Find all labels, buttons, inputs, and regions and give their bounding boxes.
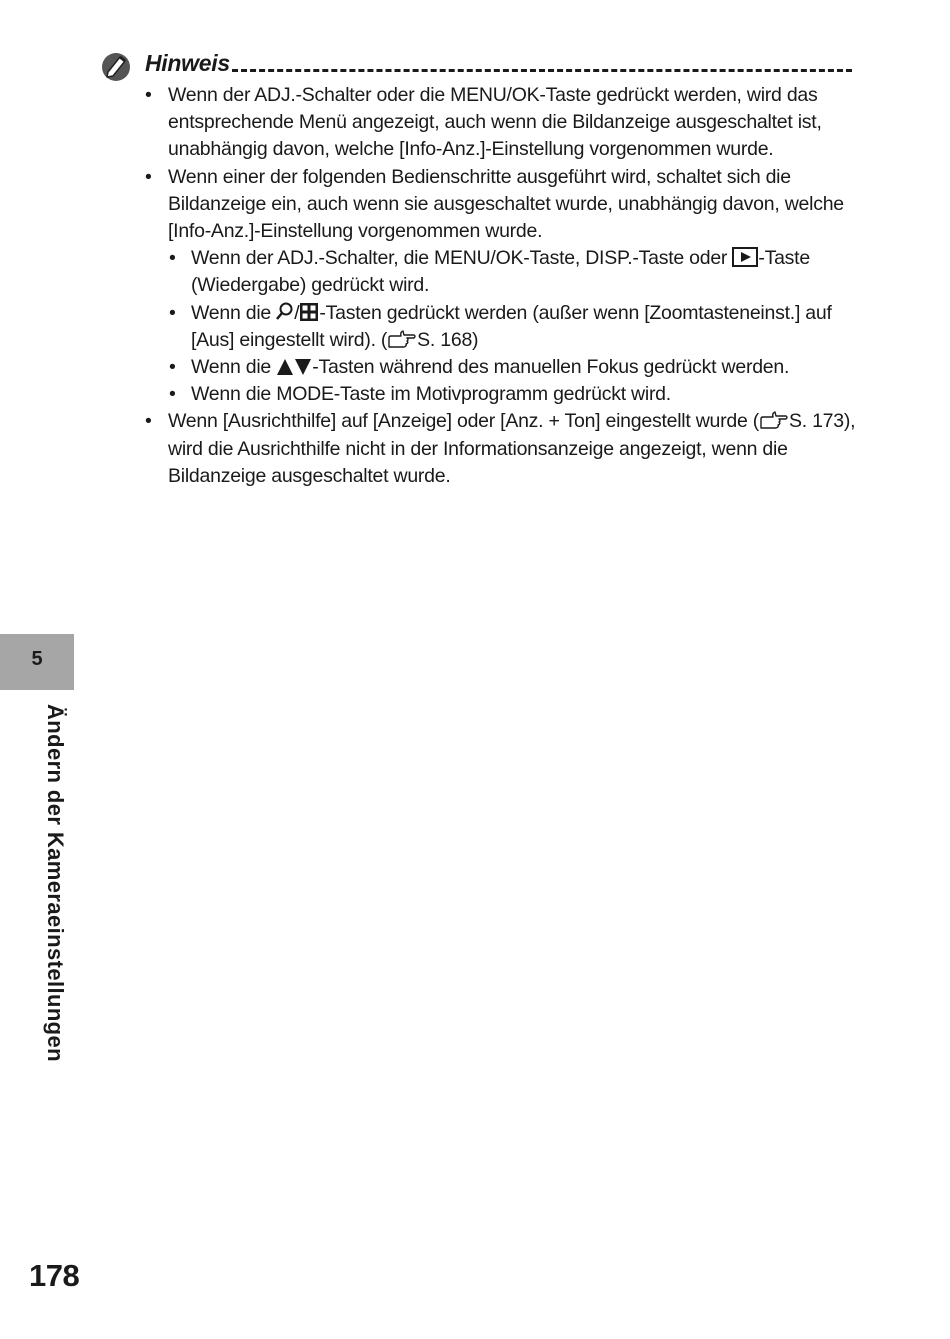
note-divider xyxy=(232,69,852,72)
list-item xyxy=(142,164,857,409)
page-number: 178 xyxy=(29,1258,80,1293)
list-item xyxy=(142,408,857,490)
chapter-title: Ändern der Kameraeinstellungen xyxy=(43,704,68,1062)
sub-list-item xyxy=(168,381,857,408)
sub-item-text: Wenn die xyxy=(191,356,277,379)
note-list xyxy=(142,82,857,490)
note-title: Hinweis xyxy=(145,50,230,76)
list-item-text: S. 173), wird die Ausrichthilfe nicht in der Informationsanzeige angezeigt, wenn die Bildanzeige ausgeschaltet wurde. xyxy=(168,410,856,487)
sub-item-text: Wenn die MODE-Taste im Motivprogramm gedrückt wird. xyxy=(191,383,671,406)
thumbnail-grid-icon xyxy=(299,302,319,322)
chapter-number: 5 xyxy=(31,648,43,670)
chapter-tab xyxy=(0,634,74,690)
note-pencil-icon xyxy=(100,50,132,82)
sub-list-item xyxy=(168,245,857,299)
note-header xyxy=(100,48,852,82)
reference-pointing-hand-icon xyxy=(759,410,789,430)
up-down-arrow-icon xyxy=(276,358,312,376)
sub-item-text: -Taste (Wiedergabe) gedrückt wird. xyxy=(191,247,810,297)
reference-pointing-hand-icon xyxy=(387,329,417,349)
list-item-text: Wenn [Ausrichthilfe] auf [Anzeige] oder [Anz. + Ton] eingestellt wurde ( xyxy=(168,410,759,433)
sub-item-text: -Tasten während des manuellen Fokus gedrückt werden. xyxy=(312,356,790,379)
sub-item-text: S. 168) xyxy=(417,328,479,351)
sub-list-item xyxy=(168,354,857,381)
sub-list-item xyxy=(168,300,857,354)
sub-item-text: / xyxy=(294,301,300,324)
list-item-text: Wenn der ADJ.-Schalter oder die MENU/OK-Taste gedrückt werden, wird das entsprechende Menü angezeigt, auch wenn die Bildanzeige ausgeschaltet ist, unabhängig davon, welche [Info-Anz.]-Einstellung vorgenommen wurde. xyxy=(168,84,822,161)
note-content xyxy=(142,82,857,490)
sub-item-text: Wenn der ADJ.-Schalter, die MENU/OK-Taste, DISP.-Taste oder xyxy=(191,247,733,270)
list-item xyxy=(142,82,857,164)
zoom-magnifier-icon xyxy=(276,302,294,322)
sub-item-text: -Tasten gedrückt werden (außer wenn [Zoomtasteneinst.] auf [Aus] eingestellt wird). ( xyxy=(191,301,832,351)
list-item-text: Wenn einer der folgenden Bedienschritte ausgeführt wird, schaltet sich die Bildanzeige ein, auch wenn sie ausgeschaltet wurde, unabhängig davon, welche [Info-Anz.]-Einstellung vorgenommen wurde. xyxy=(168,165,844,243)
sub-list xyxy=(168,245,857,408)
sub-item-text: Wenn die xyxy=(191,301,277,324)
playback-button-icon xyxy=(732,247,758,267)
